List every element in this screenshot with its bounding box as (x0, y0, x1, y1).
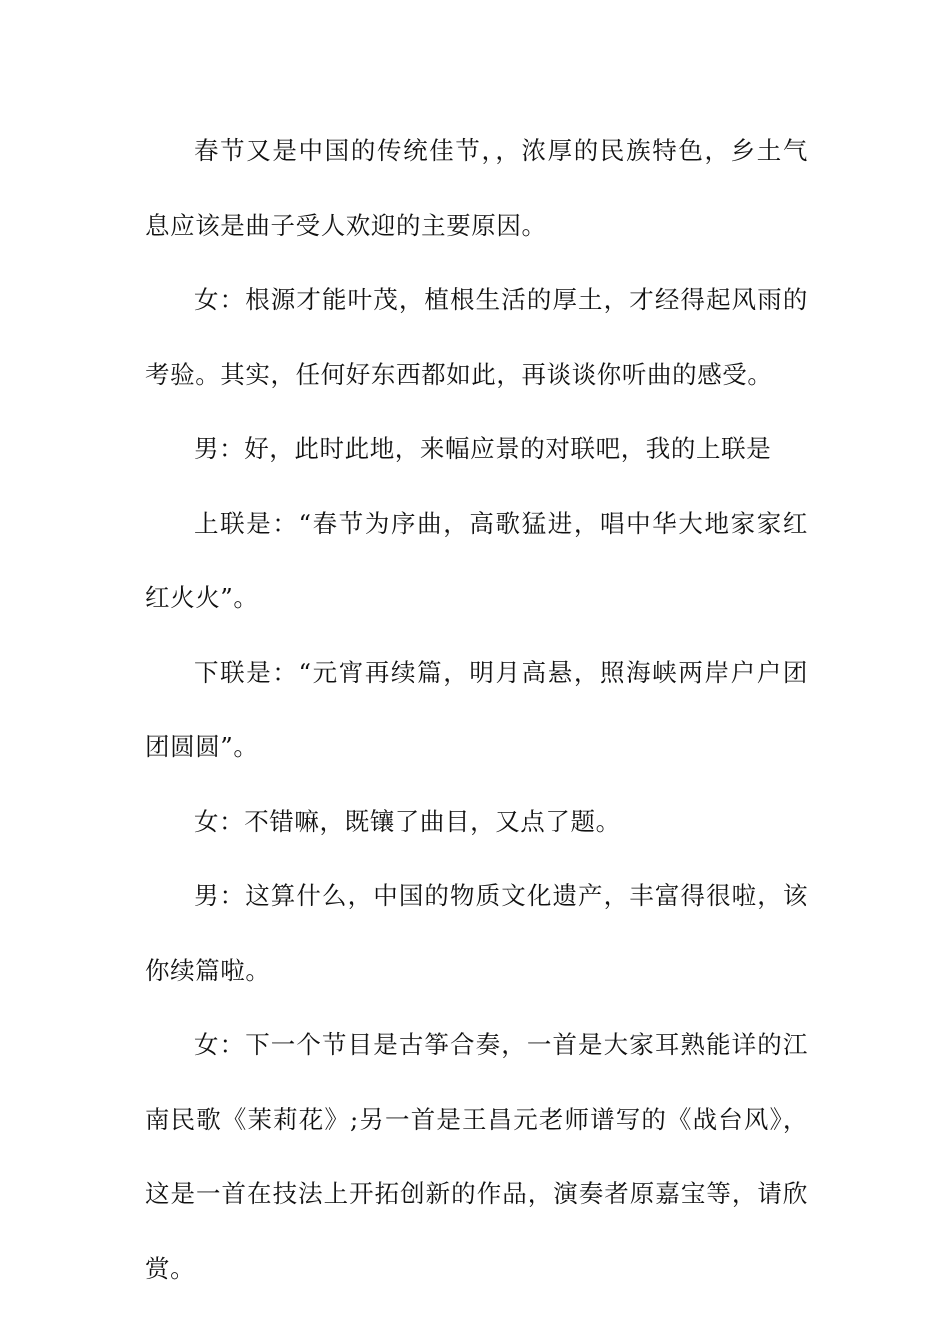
paragraph: 女：下一个节目是古筝合奏，一首是大家耳熟能详的江南民歌《茉莉花》;另一首是王昌元老师谱写的《战台风》，这是一首在技法上开拓创新的作品，演奏者原嘉宝等，请欣赏。 (145, 1030, 808, 1283)
paragraph: 男：这算什么，中国的物质文化遗产，丰富得很啦，该你续篇啦。 (145, 881, 808, 985)
paragraph: 下联是：“元宵再续篇，明月高悬，照海峡两岸户户团团圆圆”。 (145, 657, 808, 761)
paragraph: 上联是：“春节为序曲，高歌猛进，唱中华大地家家红红火火”。 (145, 508, 808, 612)
paragraph: 男：好，此时此地，来幅应景的对联吧，我的上联是 (194, 434, 772, 463)
paragraph: 春节又是中国的传统佳节，，浓厚的民族特色，乡土气息应该是曲子受人欢迎的主要原因。 (145, 136, 808, 240)
document-body (145, 114, 808, 1306)
paragraph: 女：不错嘛，既镶了曲目，又点了题。 (194, 806, 621, 836)
paragraph: 女：根源才能叶茂，植根生活的厚土，才经得起风雨的考验。其实，任何好东西都如此，再谈谈你听曲的感受。 (145, 285, 808, 389)
